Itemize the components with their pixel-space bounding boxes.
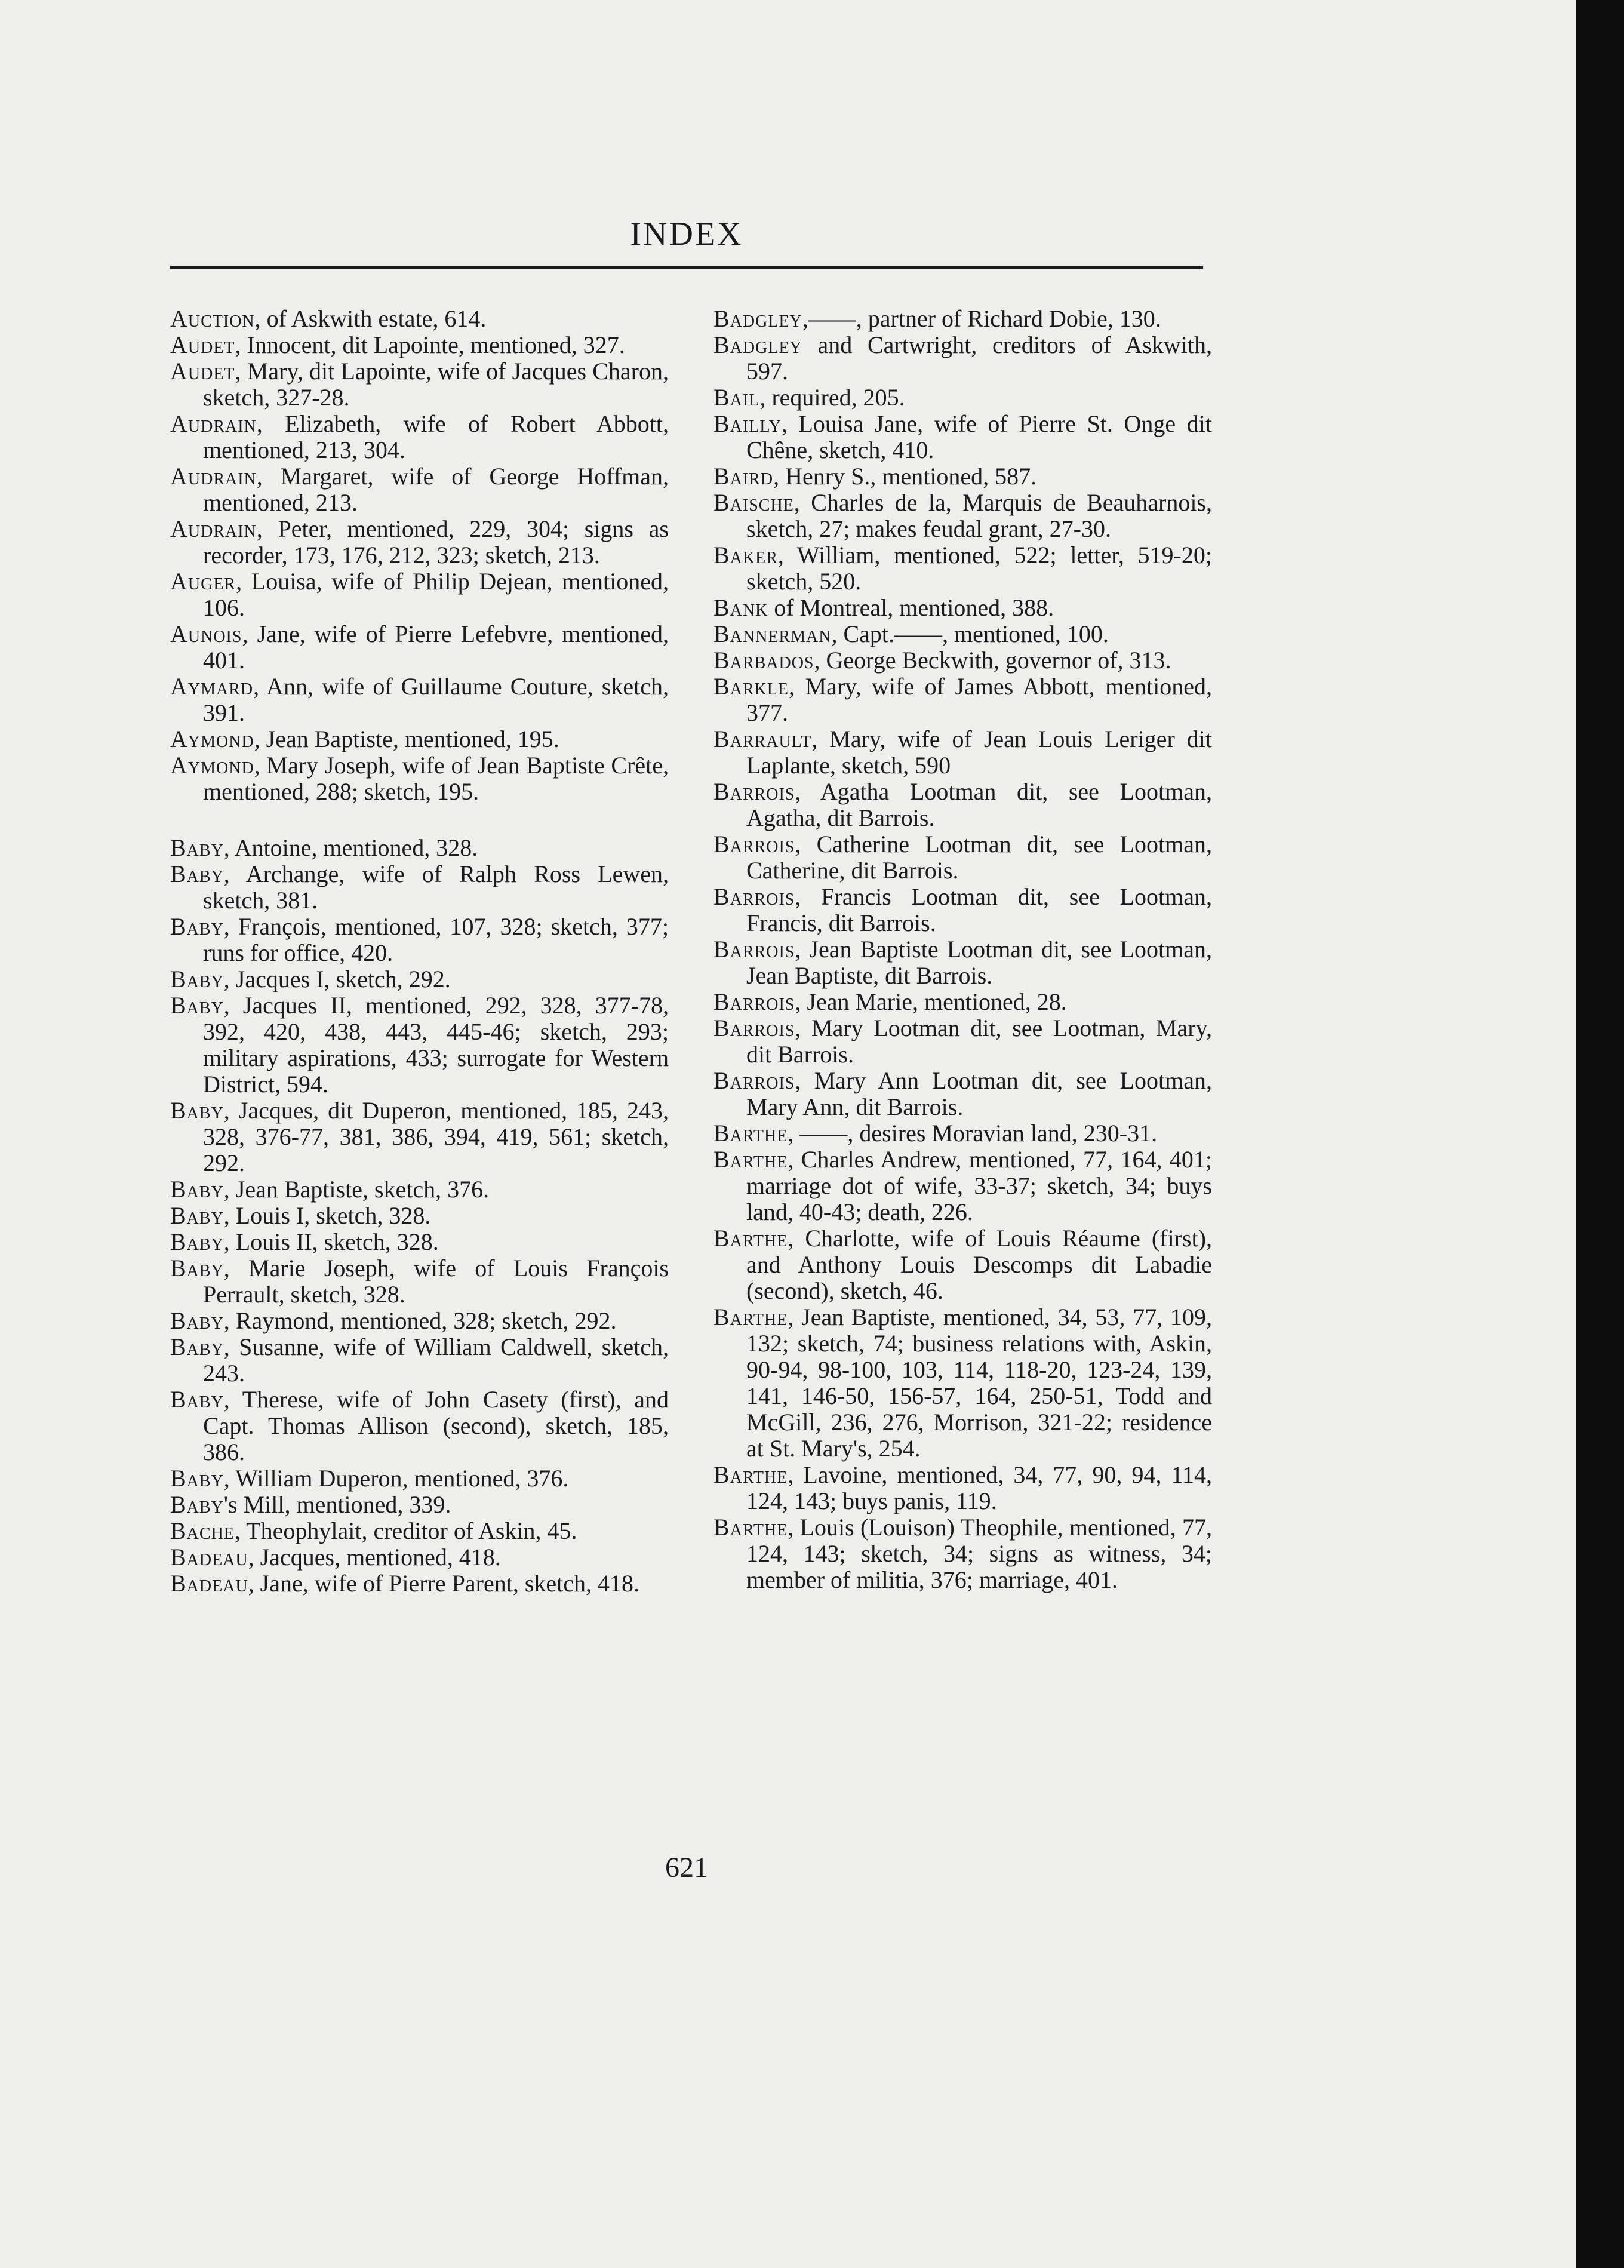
index-entry: Baby, Jean Baptiste, sketch, 376. — [170, 1176, 490, 1203]
title-rule — [170, 266, 1203, 269]
index-entry: Baby, Antoine, mentioned, 328. — [170, 834, 478, 861]
index-entry: Baby, Louis II, sketch, 328. — [170, 1228, 439, 1255]
index-entry: Baby, Jacques, dit Duperon, mentioned, 185, 243, 328, 376-77, 381, 386, 394, 419, 561; sketch, 292. — [170, 1097, 669, 1176]
index-entry: Baker, William, mentioned, 522; letter, 519-20; sketch, 520. — [713, 542, 1212, 595]
index-entry: Barthe, Jean Baptiste, mentioned, 34, 53, 77, 109, 132; sketch, 74; business relations with, Askin, 90-94, 98-100, 103, 114, 118-20, 123-24, 139, 141, 146-50, 156-57, 164, 250-51, Todd and McGill, 236, 276, Morrison, 321-22; residence at St. Mary's, 254. — [713, 1304, 1212, 1462]
index-entry: Auction, of Askwith estate, 614. — [170, 305, 487, 332]
index-entry: Baby, Therese, wife of John Casety (first), and Capt. Thomas Allison (second), sketch, 185, 386. — [170, 1386, 669, 1465]
index-entry: Baird, Henry S., mentioned, 587. — [713, 463, 1037, 490]
index-entry: Bail, required, 205. — [713, 384, 905, 411]
index-entry: Bailly, Louisa Jane, wife of Pierre St. Onge dit Chêne, sketch, 410. — [713, 410, 1212, 463]
index-entry: Barrois, Jean Marie, mentioned, 28. — [713, 988, 1067, 1015]
index-entry: Baische, Charles de la, Marquis de Beauharnois, sketch, 27; makes feudal grant, 27-30. — [713, 489, 1212, 542]
index-entry: Barrois, Catherine Lootman dit, see Lootman, Catherine, dit Barrois. — [713, 831, 1212, 884]
index-entry: Barrois, Jean Baptiste Lootman dit, see Lootman, Jean Baptiste, dit Barrois. — [713, 936, 1212, 989]
index-entry: Barthe, Charlotte, wife of Louis Réaume (first), and Anthony Louis Descomps dit Labadie (second), sketch, 46. — [713, 1225, 1212, 1304]
page-title: INDEX — [630, 216, 743, 253]
index-entry: Bache, Theophylait, creditor of Askin, 45. — [170, 1517, 577, 1544]
index-entry: Aunois, Jane, wife of Pierre Lefebvre, mentioned, 401. — [170, 620, 669, 674]
index-entry: Baby, Jacques II, mentioned, 292, 328, 377-78, 392, 420, 438, 443, 445-46; sketch, 293; military aspirations, 433; surrogate for Western District, 594. — [170, 992, 669, 1098]
index-column-left — [170, 306, 669, 1597]
index-entry: Baby, François, mentioned, 107, 328; sketch, 377; runs for office, 420. — [170, 913, 669, 966]
index-entry: Barrault, Mary, wife of Jean Louis Leriger dit Laplante, sketch, 590 — [713, 726, 1212, 779]
index-entry: Baby, Raymond, mentioned, 328; sketch, 292. — [170, 1307, 617, 1334]
index-entry: Audrain, Elizabeth, wife of Robert Abbott, mentioned, 213, 304. — [170, 410, 669, 463]
page-number: 621 — [665, 1852, 708, 1883]
index-entry: Audrain, Peter, mentioned, 229, 304; signs as recorder, 173, 176, 212, 323; sketch, 213. — [170, 515, 669, 568]
index-entry: Barthe, Lavoine, mentioned, 34, 77, 90, 94, 114, 124, 143; buys panis, 119. — [713, 1461, 1212, 1514]
index-entry: Baby, Archange, wife of Ralph Ross Lewen, sketch, 381. — [170, 861, 669, 914]
index-entry: Audrain, Margaret, wife of George Hoffman, mentioned, 213. — [170, 463, 669, 516]
index-entry: Aymond, Mary Joseph, wife of Jean Baptiste Crête, mentioned, 288; sketch, 195. — [170, 752, 669, 805]
index-entry: Baby, Susanne, wife of William Caldwell, sketch, 243. — [170, 1333, 669, 1387]
index-entry: Audet, Mary, dit Lapointe, wife of Jacques Charon, sketch, 327-28. — [170, 358, 669, 411]
index-entry: Bannerman, Capt.——, mentioned, 100. — [713, 620, 1109, 647]
index-entry: Baby, William Duperon, mentioned, 376. — [170, 1465, 569, 1492]
index-entry: Badgley,——, partner of Richard Dobie, 130. — [713, 305, 1161, 332]
index-entry: Baby's Mill, mentioned, 339. — [170, 1491, 451, 1518]
index-entry: Baby, Marie Joseph, wife of Louis François Perrault, sketch, 328. — [170, 1255, 669, 1308]
index-entry: Badeau, Jacques, mentioned, 418. — [170, 1544, 501, 1571]
index-entry: Barrois, Francis Lootman dit, see Lootman, Francis, dit Barrois. — [713, 883, 1212, 936]
index-entry: Barthe, Louis (Louison) Theophile, mentioned, 77, 124, 143; sketch, 34; signs as witness, 34; member of militia, 376; marriage, 401. — [713, 1514, 1212, 1593]
index-entry: Aymond, Jean Baptiste, mentioned, 195. — [170, 726, 559, 752]
index-entry: Barkle, Mary, wife of James Abbott, mentioned, 377. — [713, 673, 1212, 726]
index-entry: Barbados, George Beckwith, governor of, 313. — [713, 647, 1171, 674]
index-entry: Auger, Louisa, wife of Philip Dejean, mentioned, 106. — [170, 568, 669, 621]
index-entry: Barthe, ——, desires Moravian land, 230-31. — [713, 1120, 1158, 1147]
index-entry: Badgley and Cartwright, creditors of Askwith, 597. — [713, 331, 1212, 385]
index-entry: Baby, Jacques I, sketch, 292. — [170, 966, 451, 992]
index-entry: Aymard, Ann, wife of Guillaume Couture, sketch, 391. — [170, 673, 669, 726]
index-entry: Audet, Innocent, dit Lapointe, mentioned, 327. — [170, 331, 625, 358]
index-entry: Barrois, Agatha Lootman dit, see Lootman, Agatha, dit Barrois. — [713, 778, 1212, 831]
index-column-right — [713, 306, 1212, 1593]
index-entry: Bank of Montreal, mentioned, 388. — [713, 594, 1054, 621]
index-entry: Baby, Louis I, sketch, 328. — [170, 1202, 431, 1229]
index-entry: Badeau, Jane, wife of Pierre Parent, sketch, 418. — [170, 1570, 640, 1597]
index-entry: Barrois, Mary Lootman dit, see Lootman, Mary, dit Barrois. — [713, 1015, 1212, 1068]
index-entry: Barrois, Mary Ann Lootman dit, see Lootman, Mary Ann, dit Barrois. — [713, 1067, 1212, 1120]
index-entry: Barthe, Charles Andrew, mentioned, 77, 164, 401; marriage dot of wife, 33-37; sketch, 34; buys land, 40-43; death, 226. — [713, 1146, 1212, 1225]
